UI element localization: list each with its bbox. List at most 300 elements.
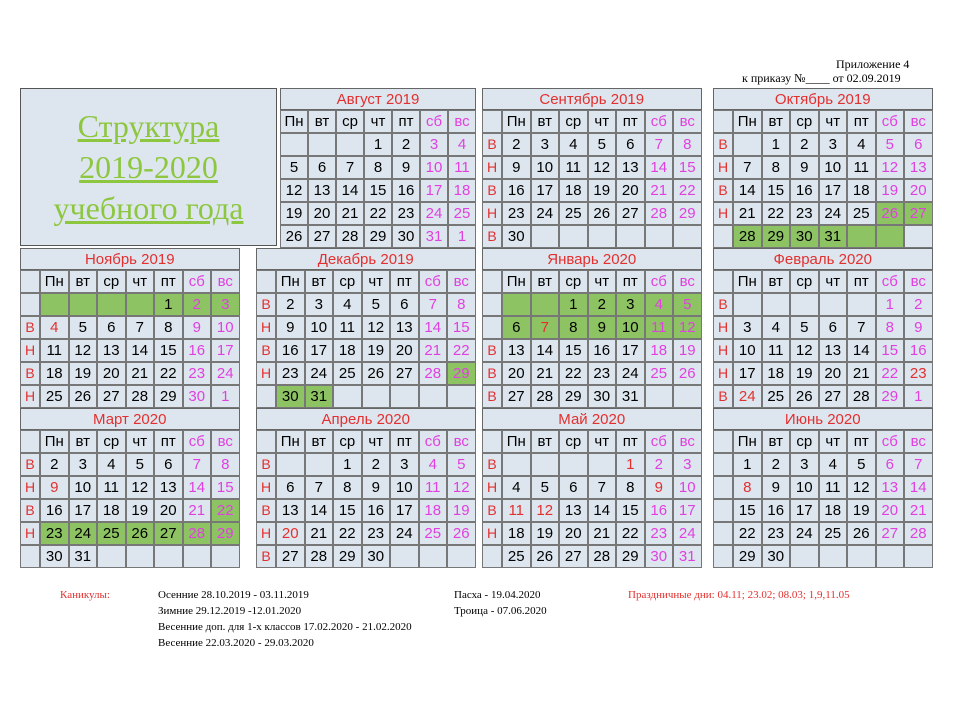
day-cell: 6: [559, 476, 588, 499]
day-cell: 17: [305, 339, 334, 362]
day-cell: 31: [616, 385, 645, 408]
day-cell: [733, 133, 762, 156]
day-cell: [790, 545, 819, 568]
day-cell: [616, 225, 645, 248]
day-cell: 17: [211, 339, 240, 362]
day-cell: 8: [333, 476, 362, 499]
mark-header: [482, 270, 502, 293]
day-cell: 27: [819, 385, 848, 408]
day-cell: 14: [733, 179, 762, 202]
day-cell: 19: [847, 499, 876, 522]
day-cell: 15: [762, 179, 791, 202]
weekday-header: Пн: [276, 270, 305, 293]
weekday-header: вт: [69, 430, 98, 453]
day-cell: 18: [847, 179, 876, 202]
day-cell: 23: [762, 522, 791, 545]
day-cell: 24: [390, 522, 419, 545]
day-cell: 21: [847, 362, 876, 385]
day-cell: 21: [305, 522, 334, 545]
mark-header: [20, 430, 40, 453]
day-cell: 8: [876, 316, 905, 339]
day-cell: 4: [333, 293, 362, 316]
day-cell: 21: [126, 362, 155, 385]
month-title: Январь 2020: [482, 248, 702, 270]
day-cell: 3: [420, 133, 448, 156]
day-cell: 5: [876, 133, 905, 156]
day-cell: 4: [645, 293, 674, 316]
day-cell: 7: [183, 453, 212, 476]
weekday-header: пт: [154, 430, 183, 453]
day-cell: 15: [447, 316, 476, 339]
weekday-header: ср: [790, 270, 819, 293]
day-cell: 5: [673, 293, 702, 316]
weekday-header: пт: [390, 430, 419, 453]
title-line-2: 2019-2020: [79, 148, 218, 185]
day-cell: 11: [847, 156, 876, 179]
day-cell: 20: [97, 362, 126, 385]
day-cell: 13: [308, 179, 336, 202]
weekday-header: вс: [211, 270, 240, 293]
day-cell: 27: [276, 545, 305, 568]
day-cell: 24: [211, 362, 240, 385]
weekday-header: ср: [790, 110, 819, 133]
weekday-header: ср: [333, 430, 362, 453]
day-cell: 29: [733, 545, 762, 568]
day-cell: 25: [762, 385, 791, 408]
weekday-header: вт: [531, 430, 560, 453]
day-cell: [276, 453, 305, 476]
day-cell: 21: [531, 362, 560, 385]
day-cell: 2: [762, 453, 791, 476]
day-cell: 28: [645, 202, 674, 225]
day-cell: [390, 545, 419, 568]
day-cell: 14: [847, 339, 876, 362]
weekday-header: сб: [876, 430, 905, 453]
day-cell: 8: [733, 476, 762, 499]
weekday-header: Пн: [733, 110, 762, 133]
holidays-label: Каникулы:: [60, 589, 110, 601]
day-cell: 24: [69, 522, 98, 545]
day-cell: 7: [733, 156, 762, 179]
day-cell: [819, 545, 848, 568]
day-cell: 23: [392, 202, 420, 225]
day-cell: 5: [69, 316, 98, 339]
day-cell: 2: [40, 453, 69, 476]
month-title: Март 2020: [20, 408, 240, 430]
day-cell: 10: [211, 316, 240, 339]
day-cell: 1: [616, 453, 645, 476]
day-cell: 6: [308, 156, 336, 179]
day-cell: [126, 545, 155, 568]
day-cell: 30: [645, 545, 674, 568]
day-cell: [126, 293, 155, 316]
day-cell: [502, 293, 531, 316]
day-cell: 29: [364, 225, 392, 248]
day-cell: 9: [40, 476, 69, 499]
day-cell: 12: [673, 316, 702, 339]
day-cell: 3: [673, 453, 702, 476]
day-cell: 21: [733, 202, 762, 225]
day-cell: 11: [559, 156, 588, 179]
day-cell: [40, 293, 69, 316]
day-cell: 19: [362, 339, 391, 362]
day-cell: 30: [502, 225, 531, 248]
day-cell: 8: [762, 156, 791, 179]
day-cell: 19: [673, 339, 702, 362]
day-cell: 8: [447, 293, 476, 316]
day-cell: 9: [645, 476, 674, 499]
day-cell: 5: [531, 476, 560, 499]
week-mark: [713, 545, 733, 568]
weekday-header: Пн: [276, 430, 305, 453]
day-cell: 11: [762, 339, 791, 362]
day-cell: 24: [790, 522, 819, 545]
week-mark: В: [713, 179, 733, 202]
day-cell: 11: [419, 476, 448, 499]
month-title: Июнь 2020: [713, 408, 933, 430]
day-cell: 27: [876, 522, 905, 545]
day-cell: 16: [40, 499, 69, 522]
day-cell: 2: [276, 293, 305, 316]
month-title: Октябрь 2019: [713, 88, 933, 110]
day-cell: [336, 133, 364, 156]
week-mark: Н: [482, 202, 502, 225]
weekday-header: сб: [876, 110, 905, 133]
week-mark: [713, 453, 733, 476]
day-cell: 1: [333, 453, 362, 476]
day-cell: 31: [673, 545, 702, 568]
weekday-header: пт: [847, 430, 876, 453]
week-mark: [482, 545, 502, 568]
day-cell: 7: [645, 133, 674, 156]
week-mark: [713, 225, 733, 248]
day-cell: 4: [97, 453, 126, 476]
week-mark: В: [482, 453, 502, 476]
day-cell: 5: [790, 316, 819, 339]
day-cell: 24: [305, 362, 334, 385]
weekday-header: сб: [645, 110, 674, 133]
day-cell: 7: [904, 453, 933, 476]
day-cell: 25: [419, 522, 448, 545]
day-cell: 26: [673, 362, 702, 385]
week-mark: В: [482, 133, 502, 156]
day-cell: 2: [502, 133, 531, 156]
autumn-break: Осенние 28.10.2019 - 03.11.2019: [158, 589, 309, 601]
weekday-header: чт: [819, 430, 848, 453]
day-cell: 21: [419, 339, 448, 362]
weekday-header: пт: [616, 270, 645, 293]
week-mark: В: [256, 499, 276, 522]
day-cell: 26: [876, 202, 905, 225]
day-cell: 20: [616, 179, 645, 202]
day-cell: 6: [390, 293, 419, 316]
weekday-header: вт: [531, 270, 560, 293]
notes-section: [18, 585, 938, 660]
day-cell: 1: [559, 293, 588, 316]
day-cell: 25: [97, 522, 126, 545]
week-mark: В: [713, 133, 733, 156]
spring-break: Весенние 22.03.2020 - 29.03.2020: [158, 637, 314, 649]
day-cell: [904, 545, 933, 568]
day-cell: 13: [154, 476, 183, 499]
winter-break: Зимние 29.12.2019 -12.01.2020: [158, 605, 302, 617]
day-cell: [673, 225, 702, 248]
mark-header: [20, 270, 40, 293]
day-cell: 27: [559, 545, 588, 568]
day-cell: 26: [847, 522, 876, 545]
day-cell: [447, 385, 476, 408]
day-cell: 29: [333, 545, 362, 568]
day-cell: 15: [733, 499, 762, 522]
day-cell: 18: [762, 362, 791, 385]
week-mark: Н: [256, 522, 276, 545]
day-cell: 12: [876, 156, 905, 179]
week-mark: [482, 316, 502, 339]
day-cell: 11: [502, 499, 531, 522]
day-cell: 13: [390, 316, 419, 339]
week-mark: Н: [713, 339, 733, 362]
day-cell: 17: [420, 179, 448, 202]
day-cell: 10: [673, 476, 702, 499]
day-cell: 9: [276, 316, 305, 339]
day-cell: 22: [559, 362, 588, 385]
day-cell: [819, 293, 848, 316]
day-cell: 31: [819, 225, 848, 248]
weekday-header: Пн: [733, 270, 762, 293]
day-cell: 3: [733, 316, 762, 339]
day-cell: [645, 225, 674, 248]
day-cell: 7: [419, 293, 448, 316]
mark-header: [713, 270, 733, 293]
day-cell: 26: [531, 545, 560, 568]
day-cell: 20: [876, 499, 905, 522]
day-cell: 28: [419, 362, 448, 385]
day-cell: 16: [588, 339, 617, 362]
day-cell: 3: [819, 133, 848, 156]
day-cell: 24: [531, 202, 560, 225]
day-cell: 4: [40, 316, 69, 339]
day-cell: 27: [616, 202, 645, 225]
week-mark: В: [20, 453, 40, 476]
month-title: Август 2019: [280, 88, 476, 110]
day-cell: 6: [904, 133, 933, 156]
day-cell: 25: [40, 385, 69, 408]
day-cell: 25: [819, 522, 848, 545]
weekday-header: ср: [559, 110, 588, 133]
day-cell: 2: [904, 293, 933, 316]
day-cell: 4: [762, 316, 791, 339]
day-cell: 15: [673, 156, 702, 179]
week-mark: [20, 545, 40, 568]
day-cell: 13: [904, 156, 933, 179]
day-cell: 5: [280, 156, 308, 179]
weekday-header: сб: [876, 270, 905, 293]
day-cell: 17: [733, 362, 762, 385]
day-cell: 3: [790, 453, 819, 476]
title-line-3: учебного года: [53, 189, 244, 226]
day-cell: [419, 545, 448, 568]
weekday-header: ср: [559, 270, 588, 293]
day-cell: 10: [69, 476, 98, 499]
week-mark: Н: [20, 476, 40, 499]
day-cell: 23: [790, 202, 819, 225]
week-mark: Н: [20, 339, 40, 362]
weekday-header: вс: [904, 270, 933, 293]
day-cell: 6: [97, 316, 126, 339]
day-cell: 28: [531, 385, 560, 408]
day-cell: 18: [448, 179, 476, 202]
day-cell: 19: [531, 522, 560, 545]
day-cell: 29: [559, 385, 588, 408]
mark-header: [482, 110, 502, 133]
day-cell: 13: [559, 499, 588, 522]
weekday-header: вс: [211, 430, 240, 453]
day-cell: [502, 453, 531, 476]
day-cell: 8: [559, 316, 588, 339]
weekday-header: Пн: [733, 430, 762, 453]
day-cell: [559, 453, 588, 476]
day-cell: 26: [362, 362, 391, 385]
day-cell: [673, 385, 702, 408]
day-cell: 15: [364, 179, 392, 202]
day-cell: 9: [362, 476, 391, 499]
weekday-header: ср: [559, 430, 588, 453]
day-cell: 1: [211, 385, 240, 408]
day-cell: [847, 293, 876, 316]
day-cell: 19: [876, 179, 905, 202]
day-cell: 20: [154, 499, 183, 522]
weekday-header: вт: [69, 270, 98, 293]
day-cell: 20: [559, 522, 588, 545]
weekday-header: сб: [645, 270, 674, 293]
weekday-header: сб: [420, 110, 448, 133]
day-cell: 27: [390, 362, 419, 385]
day-cell: [531, 293, 560, 316]
day-cell: 23: [40, 522, 69, 545]
day-cell: 22: [673, 179, 702, 202]
day-cell: 23: [502, 202, 531, 225]
day-cell: 19: [280, 202, 308, 225]
day-cell: 4: [819, 453, 848, 476]
day-cell: 12: [531, 499, 560, 522]
day-cell: 28: [847, 385, 876, 408]
day-cell: 11: [97, 476, 126, 499]
weekday-header: вт: [305, 270, 334, 293]
weekday-header: вс: [673, 110, 702, 133]
day-cell: 16: [790, 179, 819, 202]
day-cell: [531, 453, 560, 476]
day-cell: 4: [502, 476, 531, 499]
day-cell: [904, 225, 933, 248]
day-cell: 1: [762, 133, 791, 156]
day-cell: 12: [280, 179, 308, 202]
day-cell: 13: [819, 339, 848, 362]
day-cell: 5: [847, 453, 876, 476]
day-cell: 5: [588, 133, 617, 156]
day-cell: 23: [183, 362, 212, 385]
day-cell: 3: [305, 293, 334, 316]
day-cell: 17: [390, 499, 419, 522]
day-cell: 3: [531, 133, 560, 156]
day-cell: 14: [305, 499, 334, 522]
day-cell: 23: [362, 522, 391, 545]
day-cell: 22: [333, 522, 362, 545]
week-mark: Н: [713, 202, 733, 225]
day-cell: [762, 293, 791, 316]
day-cell: 13: [502, 339, 531, 362]
day-cell: [308, 133, 336, 156]
day-cell: 10: [305, 316, 334, 339]
day-cell: 23: [588, 362, 617, 385]
month-title: Февраль 2020: [713, 248, 933, 270]
day-cell: 8: [364, 156, 392, 179]
day-cell: [97, 293, 126, 316]
week-mark: Н: [256, 476, 276, 499]
week-mark: В: [482, 362, 502, 385]
weekday-header: ср: [97, 430, 126, 453]
weekday-header: сб: [419, 270, 448, 293]
month-title: Ноябрь 2019: [20, 248, 240, 270]
weekday-header: ср: [333, 270, 362, 293]
week-mark: [482, 293, 502, 316]
day-cell: 10: [420, 156, 448, 179]
week-mark: Н: [256, 362, 276, 385]
day-cell: 30: [40, 545, 69, 568]
week-mark: [713, 499, 733, 522]
day-cell: 26: [280, 225, 308, 248]
weekday-header: сб: [183, 270, 212, 293]
weekday-header: вт: [308, 110, 336, 133]
week-mark: В: [713, 293, 733, 316]
day-cell: 26: [69, 385, 98, 408]
week-mark: В: [256, 339, 276, 362]
day-cell: 27: [308, 225, 336, 248]
day-cell: 12: [447, 476, 476, 499]
day-cell: 11: [448, 156, 476, 179]
day-cell: 2: [645, 453, 674, 476]
weekday-header: чт: [819, 110, 848, 133]
day-cell: 17: [790, 499, 819, 522]
public-holidays-note: Праздничные дни: 04.11; 23.02; 08.03; 1,9,11.05: [628, 589, 850, 601]
day-cell: 5: [447, 453, 476, 476]
day-cell: 10: [616, 316, 645, 339]
day-cell: 18: [645, 339, 674, 362]
day-cell: 1: [364, 133, 392, 156]
weekday-header: вт: [531, 110, 560, 133]
week-mark: Н: [713, 362, 733, 385]
weekday-header: чт: [362, 430, 391, 453]
day-cell: 19: [790, 362, 819, 385]
weekday-header: Пн: [280, 110, 308, 133]
day-cell: 27: [904, 202, 933, 225]
day-cell: 3: [616, 293, 645, 316]
day-cell: [447, 545, 476, 568]
day-cell: 29: [211, 522, 240, 545]
day-cell: 8: [211, 453, 240, 476]
weekday-header: сб: [645, 430, 674, 453]
day-cell: 11: [819, 476, 848, 499]
mark-header: [482, 430, 502, 453]
weekday-header: вс: [448, 110, 476, 133]
day-cell: 25: [333, 362, 362, 385]
day-cell: 9: [904, 316, 933, 339]
weekday-header: Пн: [502, 270, 531, 293]
day-cell: 30: [392, 225, 420, 248]
day-cell: 17: [819, 179, 848, 202]
weekday-header: вс: [904, 430, 933, 453]
weekday-header: пт: [847, 270, 876, 293]
day-cell: 9: [183, 316, 212, 339]
